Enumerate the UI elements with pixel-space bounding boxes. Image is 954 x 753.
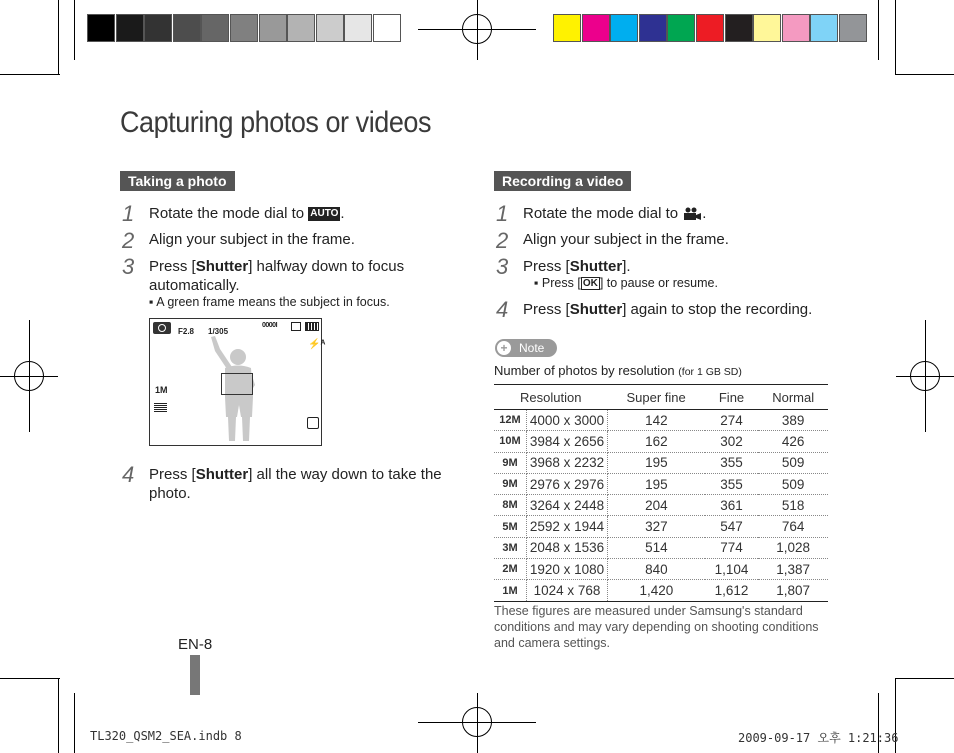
camera-mode-icon [153, 322, 171, 334]
note-badge [495, 339, 557, 357]
fine-cell: 355 [705, 473, 759, 494]
table-row [494, 559, 828, 580]
step-number: 4 [496, 297, 509, 322]
super-fine-cell: 840 [608, 559, 705, 580]
step-text: Align your subject in the frame. [149, 231, 355, 248]
camera-viewfinder-illustration [149, 318, 326, 446]
table-row [494, 431, 828, 452]
normal-cell: 764 [758, 516, 828, 537]
color-swatch [753, 14, 781, 42]
resolution-icon: 10M [494, 431, 527, 452]
normal-cell: 1,807 [758, 580, 828, 601]
auto-mode-icon: AUTO [310, 208, 339, 220]
step-number: 1 [496, 201, 509, 226]
gray-swatch [373, 14, 401, 42]
color-swatch [725, 14, 753, 42]
step-text: Rotate the mode dial to AUTO . [149, 205, 345, 222]
step-number: 3 [496, 254, 509, 279]
bullet-note: ▪ Press [ OK ] to pause or resume. [534, 276, 718, 290]
aperture-value: F2.8 [178, 327, 195, 336]
fine-cell: 1,612 [705, 580, 759, 601]
gray-swatch [87, 14, 115, 42]
resolution-cell: 2976 x 2976 [527, 473, 608, 494]
resolution-icon: 8M [494, 495, 527, 516]
fine-cell: 547 [705, 516, 759, 537]
table-header-row [494, 385, 828, 410]
flash-icon: ⚡ᴬ [308, 339, 326, 350]
fine-cell: 274 [705, 410, 759, 431]
super-fine-cell: 514 [608, 537, 705, 558]
normal-cell: 1,028 [758, 537, 828, 558]
step-text: Press [Shutter] again to stop the recording. [523, 301, 813, 318]
normal-cell: 426 [758, 431, 828, 452]
shots-remaining-icon: 0000I [262, 322, 278, 329]
resolution-cell: 2592 x 1944 [527, 516, 608, 537]
super-fine-cell: 204 [608, 495, 705, 516]
super-fine-cell: 1,420 [608, 580, 705, 601]
footer-file-info: TL320_QSM2_SEA.indb 8 [90, 729, 242, 743]
normal-cell: 1,387 [758, 559, 828, 580]
step-number: 2 [496, 228, 509, 253]
table-row [494, 410, 828, 431]
resolution-icon: 3M [494, 537, 527, 558]
color-swatch [810, 14, 838, 42]
column-header: Resolution [494, 385, 608, 410]
super-fine-cell: 142 [608, 410, 705, 431]
column-header: Super fine [608, 385, 705, 410]
color-swatch [696, 14, 724, 42]
color-swatch [839, 14, 867, 42]
normal-cell: 509 [758, 473, 828, 494]
resolution-icon: 5M [494, 516, 527, 537]
memory-card-icon [291, 322, 301, 331]
color-swatch [667, 14, 695, 42]
super-fine-cell: 195 [608, 452, 705, 473]
page-title: Capturing photos or videos [120, 106, 432, 139]
shutter-speed-value: 1/305 [208, 327, 229, 336]
normal-cell: 518 [758, 495, 828, 516]
table-row [494, 516, 828, 537]
step-text: Press [Shutter] halfway down to focus automatically. [149, 258, 405, 294]
normal-cell: 389 [758, 410, 828, 431]
step-text: Press [Shutter]. [523, 258, 631, 275]
color-swatch [782, 14, 810, 42]
step-number: 4 [122, 462, 135, 487]
gray-swatch [230, 14, 258, 42]
resolution-cell: 3984 x 2656 [527, 431, 608, 452]
resolution-cell: 3264 x 2448 [527, 495, 608, 516]
resolution-icon: 9M [494, 473, 527, 494]
footnote: These figures are measured under Samsung's standard conditions and may vary depending on shooting conditions and camera settings. [494, 604, 819, 650]
step-number: 2 [122, 228, 135, 253]
footer-timestamp: 2009-09-17 오후 1:21:36 [738, 731, 899, 745]
gray-swatch [201, 14, 229, 42]
focus-frame [221, 373, 253, 395]
gray-swatch [173, 14, 201, 42]
plus-icon: + [497, 341, 511, 355]
color-swatch [553, 14, 581, 42]
table-row [494, 537, 828, 558]
step-text: Align your subject in the frame. [523, 231, 729, 248]
section-heading-photo: Taking a photo [120, 171, 235, 191]
fine-cell: 302 [705, 431, 759, 452]
normal-cell: 509 [758, 452, 828, 473]
super-fine-cell: 162 [608, 431, 705, 452]
table-row [494, 580, 828, 601]
video-camera-icon [682, 207, 702, 221]
step-number: 3 [122, 254, 135, 279]
page-tab-bar [190, 655, 200, 695]
super-fine-cell: 195 [608, 473, 705, 494]
color-swatch [610, 14, 638, 42]
resolution-cell: 4000 x 3000 [527, 410, 608, 431]
step-text: Rotate the mode dial to . [523, 205, 707, 222]
fine-cell: 1,104 [705, 559, 759, 580]
gray-swatch [287, 14, 315, 42]
table-row [494, 473, 828, 494]
table-row [494, 452, 828, 473]
resolution-cell: 1024 x 768 [527, 580, 608, 601]
gray-swatch [259, 14, 287, 42]
super-fine-cell: 327 [608, 516, 705, 537]
column-header: Fine [705, 385, 759, 410]
resolution-table [494, 384, 828, 602]
fine-cell: 361 [705, 495, 759, 516]
resolution-cell: 2048 x 1536 [527, 537, 608, 558]
image-size-icon: 1M [155, 385, 168, 395]
resolution-icon: 2M [494, 559, 527, 580]
resolution-icon: 1M [494, 580, 527, 601]
fine-cell: 774 [705, 537, 759, 558]
step-number: 1 [122, 201, 135, 226]
quality-icon [154, 403, 167, 412]
resolution-icon: 12M [494, 410, 527, 431]
note-label: Note [519, 341, 545, 355]
section-heading-video: Recording a video [494, 171, 631, 191]
gray-swatch [144, 14, 172, 42]
gray-swatch [316, 14, 344, 42]
bullet-note: ▪ A green frame means the subject in focus. [149, 295, 390, 309]
fine-cell: 355 [705, 452, 759, 473]
color-swatch [582, 14, 610, 42]
column-header: Normal [758, 385, 828, 410]
resolution-icon: 9M [494, 452, 527, 473]
step-text: Press [Shutter] all the way down to take the photo. [149, 466, 442, 502]
resolution-cell: 1920 x 1080 [527, 559, 608, 580]
table-title: Number of photos by resolution (for 1 GB SD) [494, 363, 742, 378]
gray-swatch [344, 14, 372, 42]
gray-swatch [116, 14, 144, 42]
timer-icon [307, 417, 319, 429]
page-number: EN-8 [178, 636, 213, 653]
resolution-cell: 3968 x 2232 [527, 452, 608, 473]
table-row [494, 495, 828, 516]
ok-button-icon: OK [582, 278, 598, 290]
color-swatch [639, 14, 667, 42]
battery-icon [305, 322, 319, 331]
